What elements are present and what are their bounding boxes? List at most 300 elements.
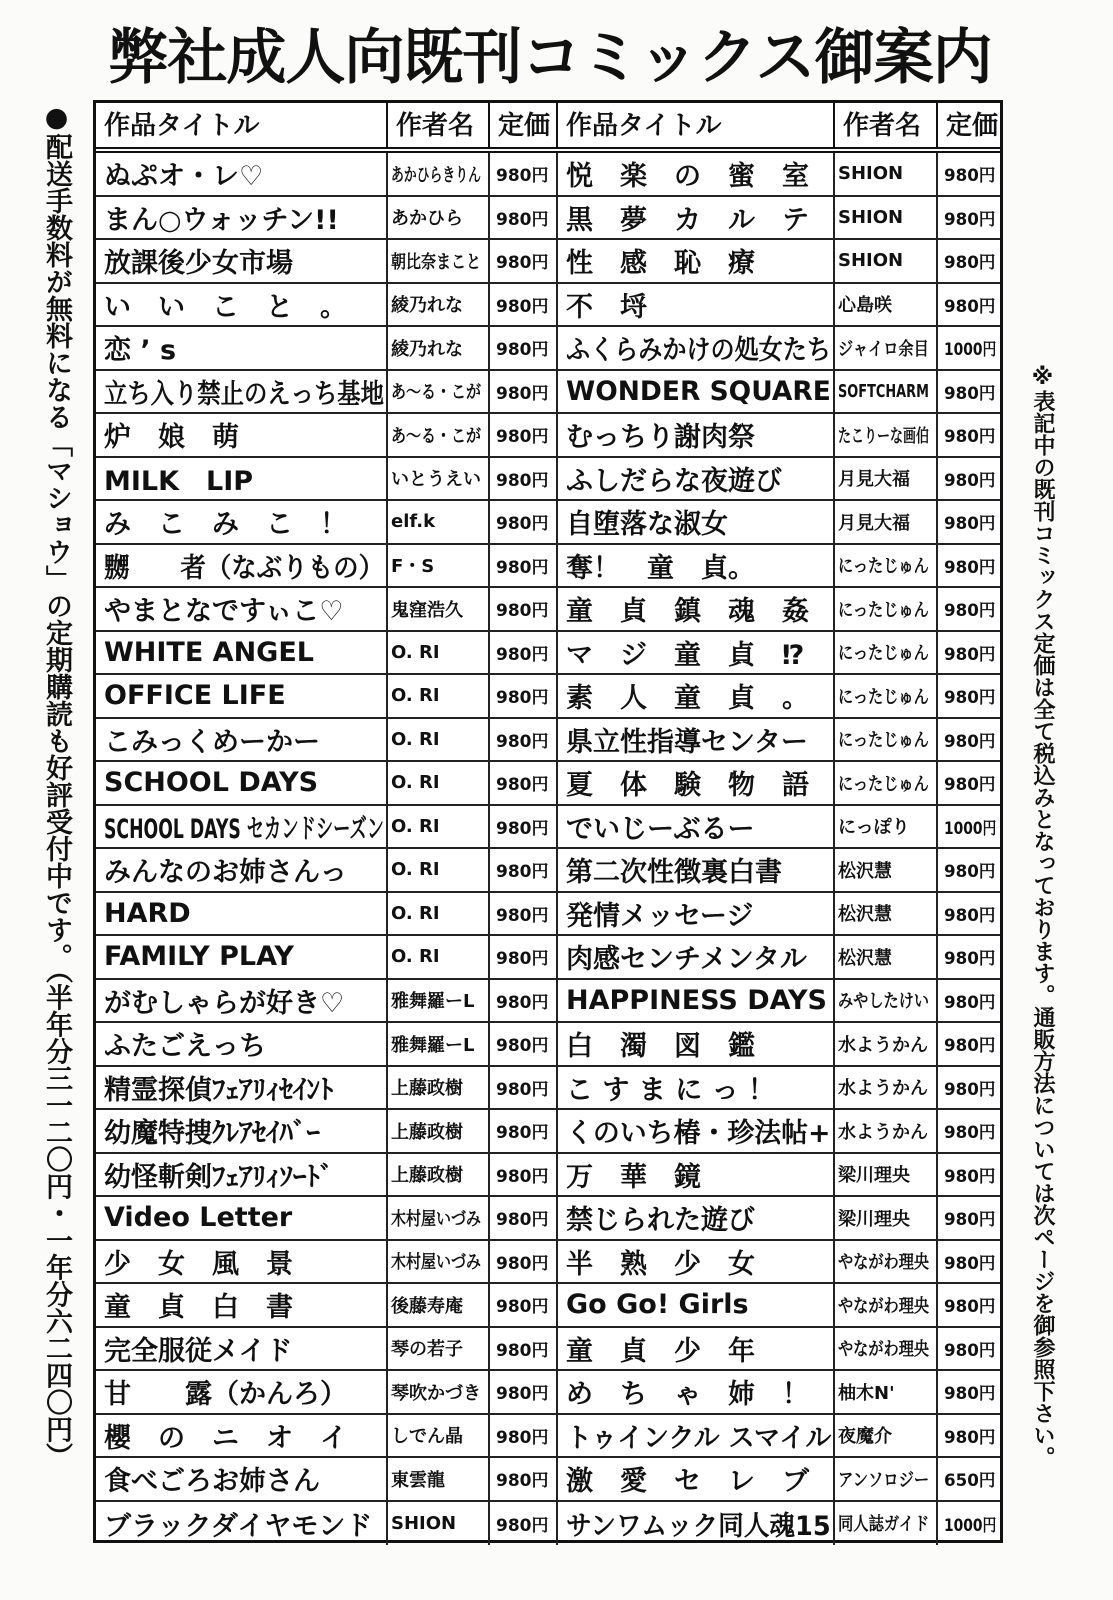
comic-price-cell — [938, 1241, 1000, 1283]
table-row — [96, 197, 1000, 241]
comic-price-cell — [938, 153, 1000, 195]
comic-price: 980円 — [944, 1253, 996, 1274]
comic-author: O. RI — [391, 641, 440, 663]
comic-author-cell — [835, 762, 938, 804]
comic-title: め ち ゃ 姉 ！ — [566, 1379, 809, 1411]
comic-price: 980円 — [496, 1515, 549, 1536]
comic-title: FAMILY PLAY — [104, 941, 294, 973]
comic-price-cell — [490, 1284, 558, 1326]
comic-author: やながわ理央 — [838, 1339, 930, 1361]
comic-title-cell — [558, 719, 835, 761]
comic-author: みやしたけい — [838, 991, 930, 1013]
comic-title-cell — [558, 936, 835, 978]
comic-author-cell — [835, 588, 938, 630]
comic-price-cell — [490, 153, 558, 195]
comic-price: 980円 — [944, 1427, 996, 1448]
table-row — [96, 1110, 1000, 1154]
comic-price-cell — [938, 1328, 1000, 1370]
table-row — [96, 1067, 1000, 1111]
comic-price: 980円 — [496, 862, 549, 883]
table-row — [96, 849, 1000, 893]
comic-title: マ ジ 童 貞 ⁉ — [566, 639, 805, 671]
page-title: 弊社成人向既刊コミックス御案内 — [108, 23, 992, 93]
comic-price-cell — [938, 1371, 1000, 1413]
comic-title-cell — [96, 1110, 388, 1152]
table-row — [96, 284, 1000, 328]
comic-price: 980円 — [496, 383, 549, 404]
comic-price-cell — [490, 675, 558, 717]
comic-title-cell — [96, 197, 388, 239]
comic-price-cell — [938, 632, 1000, 674]
comic-title-cell — [96, 1154, 388, 1196]
comic-price: 980円 — [944, 166, 996, 187]
comic-author: F・S — [391, 556, 435, 578]
comic-author-cell — [835, 1415, 938, 1457]
comic-author: 琴吹かづき — [391, 1382, 481, 1404]
comic-price: 980円 — [496, 1036, 549, 1057]
comic-title: 黒 夢 カ ル テ — [566, 204, 809, 236]
comic-author: たこりーな画伯 — [838, 425, 929, 447]
comic-title: 不 埒 — [566, 291, 647, 323]
comic-title: くのいち椿・珍法帖+ — [566, 1118, 831, 1150]
comic-author-cell — [388, 197, 490, 239]
comic-price: 980円 — [944, 1340, 996, 1361]
comic-title-cell — [96, 153, 388, 195]
comic-price-cell — [490, 588, 558, 630]
comic-author: 東雲龍 — [391, 1469, 445, 1491]
comic-title: 食べごろお姉さん — [104, 1466, 320, 1498]
comic-price-cell — [938, 1110, 1000, 1152]
comic-price-cell — [490, 1110, 558, 1152]
comic-title: 童 貞 鎮 魂 姦 — [566, 596, 809, 628]
comic-author: O. RI — [391, 815, 440, 837]
comic-author: あかひらきりん — [391, 164, 481, 186]
comic-price: 650円 — [944, 1471, 996, 1492]
comic-price-cell — [938, 458, 1000, 500]
table-row — [96, 719, 1000, 763]
table-row — [96, 153, 1000, 197]
comic-title: 悦 楽 の 蜜 室 — [566, 161, 809, 193]
comic-price-cell — [490, 1371, 558, 1413]
comic-title: 櫻 の ニ オ イ — [104, 1422, 347, 1454]
comic-price: 980円 — [496, 209, 549, 230]
comic-price: 980円 — [496, 775, 549, 796]
comic-author-cell — [835, 1371, 938, 1413]
comic-title-cell — [558, 1023, 835, 1065]
comic-title-cell — [96, 284, 388, 326]
comic-author-cell — [388, 849, 490, 891]
comic-price-cell — [490, 458, 558, 500]
comic-author-cell — [835, 1284, 938, 1326]
comic-price-cell — [938, 806, 1000, 848]
comic-title: SCHOOL DAYS — [104, 767, 319, 799]
comic-author: あ～る・こが — [391, 382, 481, 404]
comic-price: 980円 — [496, 340, 549, 361]
comic-author-cell — [388, 1023, 490, 1065]
comic-author-cell — [835, 806, 938, 848]
comic-title: い い こ と 。 — [104, 291, 347, 323]
comic-author-cell — [388, 545, 490, 587]
comic-author: 鬼窪浩久 — [391, 599, 463, 621]
comic-price: 980円 — [496, 731, 549, 752]
comic-price: 980円 — [944, 644, 996, 665]
comic-price-cell — [490, 980, 558, 1022]
comic-title: 発情メッセージ — [566, 900, 754, 932]
comic-price: 980円 — [944, 1297, 996, 1318]
comic-author: アンソロジー — [838, 1469, 930, 1491]
comic-price: 980円 — [496, 557, 549, 578]
comic-author-cell — [835, 849, 938, 891]
comic-author-cell — [835, 675, 938, 717]
comic-price: 980円 — [944, 557, 996, 578]
comic-author: 上藤政樹 — [391, 1165, 463, 1187]
comic-price-cell — [938, 545, 1000, 587]
comic-title-cell — [96, 719, 388, 761]
comic-author-cell — [835, 501, 938, 543]
comic-author: にったじゅん — [838, 643, 929, 665]
comic-author-cell — [388, 371, 490, 413]
comic-author-cell — [388, 980, 490, 1022]
comic-price: 980円 — [496, 427, 549, 448]
comic-price: 980円 — [944, 1210, 996, 1231]
comic-price: 980円 — [944, 1036, 996, 1057]
comic-price: 980円 — [944, 209, 996, 230]
comic-author: 梁川理央 — [838, 1208, 910, 1230]
comic-price-cell — [490, 719, 558, 761]
comic-price-cell — [938, 936, 1000, 978]
comic-price: 980円 — [944, 1384, 996, 1405]
comic-title-cell — [558, 458, 835, 500]
header-price-left: 定価 — [490, 103, 558, 147]
comic-author: 松沢慧 — [838, 860, 892, 882]
comic-title-cell — [96, 632, 388, 674]
comic-author: 月見大福 — [838, 512, 910, 534]
comic-price-cell — [490, 849, 558, 891]
comic-author: 月見大福 — [838, 469, 910, 491]
comic-author: あかひら — [391, 208, 463, 230]
comic-title-cell — [558, 1154, 835, 1196]
comic-price-cell — [938, 197, 1000, 239]
comic-price-cell — [490, 1197, 558, 1239]
comic-title: がむしゃらが好き♡ — [104, 987, 345, 1019]
comic-price-cell — [938, 501, 1000, 543]
comic-title: 性 感 恥 療 — [566, 248, 755, 280]
comic-title-cell — [96, 1458, 388, 1500]
comic-author: やながわ理央 — [838, 1295, 930, 1317]
comic-author: にったじゅん — [838, 773, 929, 795]
comic-author: 綾乃れな — [391, 295, 463, 317]
comic-price: 980円 — [496, 1210, 549, 1231]
comic-price-cell — [490, 240, 558, 282]
comic-title-cell — [558, 327, 835, 369]
comic-title: でいじーぶるー — [566, 813, 755, 845]
comic-price: 980円 — [496, 514, 549, 535]
comic-title: ふしだらな夜遊び — [566, 465, 782, 497]
comic-author: 綾乃れな — [391, 338, 463, 360]
comic-price-cell — [490, 936, 558, 978]
comic-author-cell — [835, 1154, 938, 1196]
comic-author: 夜魔介 — [838, 1426, 892, 1448]
comic-author: SHION — [838, 206, 904, 228]
table-row — [96, 1241, 1000, 1285]
comic-author-cell — [835, 980, 938, 1022]
comic-title-cell — [96, 458, 388, 500]
table-row — [96, 1371, 1000, 1415]
comic-title-cell — [96, 1415, 388, 1457]
comic-title-cell — [558, 675, 835, 717]
comic-title-cell — [96, 1023, 388, 1065]
comic-title-cell — [558, 632, 835, 674]
comic-title-cell — [96, 545, 388, 587]
table-header — [96, 103, 1000, 153]
comics-table — [93, 100, 1003, 1543]
comic-author-cell — [388, 936, 490, 978]
comic-title: み こ み こ ！ — [104, 509, 347, 541]
comic-author: SOFTCHARM — [838, 380, 929, 402]
comic-price-cell — [490, 545, 558, 587]
comic-title: 幼怪斬剣ﾌｪｱﾘｨｿｰﾄﾞ — [104, 1161, 334, 1193]
comic-title: 素 人 童 貞 。 — [566, 683, 809, 715]
comic-price: 980円 — [944, 296, 996, 317]
comic-price: 980円 — [944, 601, 996, 622]
comic-author: にったじゅん — [838, 599, 929, 621]
comic-title-cell — [96, 501, 388, 543]
comic-author: 柚木N' — [838, 1382, 895, 1404]
comic-title-cell — [558, 1328, 835, 1370]
table-row — [96, 545, 1000, 589]
comic-price: 980円 — [496, 688, 549, 709]
comic-price-cell — [490, 1415, 558, 1457]
comic-price: 980円 — [496, 1384, 549, 1405]
comic-title: ぬぷオ・レ♡ — [104, 161, 264, 193]
comic-price: 980円 — [496, 253, 549, 274]
comic-author: 上藤政樹 — [391, 1078, 463, 1100]
comic-author-cell — [835, 1241, 938, 1283]
table-row — [96, 1415, 1000, 1459]
comic-author: にったじゅん — [838, 686, 929, 708]
comic-price: 980円 — [944, 253, 996, 274]
comic-author-cell — [388, 1415, 490, 1457]
comic-price-cell — [938, 1154, 1000, 1196]
comic-author-cell — [835, 719, 938, 761]
comic-price: 980円 — [944, 949, 996, 970]
comic-author-cell — [835, 458, 938, 500]
comic-title-cell — [558, 197, 835, 239]
comic-price: 980円 — [496, 1123, 549, 1144]
comic-title-cell — [558, 284, 835, 326]
comic-author-cell — [388, 893, 490, 935]
comic-price: 980円 — [496, 1427, 549, 1448]
comic-title-cell — [558, 1067, 835, 1109]
table-row — [96, 675, 1000, 719]
comic-title-cell — [96, 414, 388, 456]
comic-author: にったじゅん — [838, 556, 929, 578]
comic-author-cell — [388, 675, 490, 717]
comic-author: 梁川理央 — [838, 1165, 910, 1187]
comic-title-cell — [558, 762, 835, 804]
comic-author: O. RI — [391, 685, 440, 707]
comic-author-cell — [388, 327, 490, 369]
comic-title-cell — [96, 1284, 388, 1326]
comic-price: 980円 — [944, 688, 996, 709]
comic-price-cell — [938, 1502, 1000, 1546]
comic-title-cell — [558, 1458, 835, 1500]
comic-price: 980円 — [944, 992, 996, 1013]
table-row — [96, 588, 1000, 632]
comic-price-cell — [938, 1458, 1000, 1500]
comic-author: 水ようかん — [838, 1078, 928, 1100]
comic-author-cell — [388, 153, 490, 195]
comic-price-cell — [938, 414, 1000, 456]
comic-author-cell — [388, 240, 490, 282]
comic-author-cell — [835, 240, 938, 282]
comic-price: 1000円 — [944, 818, 997, 839]
comic-author: 木村屋いづみ — [391, 1208, 481, 1230]
comic-title: 奪！ 童 貞。 — [566, 552, 755, 584]
comic-title: 嬲 者（なぶりもの） — [104, 552, 385, 584]
comic-author: SHION — [391, 1512, 457, 1534]
comic-price-cell — [490, 806, 558, 848]
comic-title: HAPPINESS DAYS — [566, 984, 827, 1016]
comic-title-cell — [96, 675, 388, 717]
comic-title-cell — [96, 371, 388, 413]
comic-title-cell — [96, 1067, 388, 1109]
comic-author: 松沢慧 — [838, 904, 892, 926]
comic-price: 980円 — [944, 731, 996, 752]
subscription-note: ●配送手数料が無料になる「マショウ」の定期購読も好評受付中です。（半年分三一二〇円・一年分六二四〇円） — [41, 102, 72, 1470]
comic-title: 白 濁 図 鑑 — [566, 1031, 755, 1063]
comic-title-cell — [558, 153, 835, 195]
comic-price: 980円 — [944, 905, 996, 926]
comic-title: 県立性指導センター — [566, 726, 808, 758]
header-author-left: 作者名 — [388, 103, 490, 147]
comic-author-cell — [835, 1197, 938, 1239]
comic-title: OFFICE LIFE — [104, 680, 286, 712]
comic-author: 琴の若子 — [391, 1339, 463, 1361]
comic-author: O. RI — [391, 859, 440, 881]
table-row — [96, 1328, 1000, 1372]
comic-price-cell — [938, 240, 1000, 282]
comic-title: 放課後少女市場 — [104, 248, 293, 280]
comic-author-cell — [388, 1328, 490, 1370]
comic-title: 恋 ’ s — [104, 335, 177, 367]
comic-title: 半 熟 少 女 — [566, 1248, 755, 1280]
comic-author-cell — [388, 458, 490, 500]
comic-title: トゥインクル スマイル — [566, 1422, 832, 1454]
comic-author-cell — [388, 1502, 490, 1546]
comic-title-cell — [96, 980, 388, 1022]
comic-title: 万 華 鏡 — [566, 1161, 701, 1193]
comic-author-cell — [388, 719, 490, 761]
comic-price-cell — [938, 1067, 1000, 1109]
comic-title-cell — [558, 893, 835, 935]
comic-author-cell — [835, 371, 938, 413]
comic-author-cell — [388, 1371, 490, 1413]
comic-title-cell — [96, 1328, 388, 1370]
comic-price-cell — [938, 1197, 1000, 1239]
comic-title-cell — [96, 849, 388, 891]
comic-price-cell — [490, 1458, 558, 1500]
comic-price: 980円 — [496, 296, 549, 317]
table-row — [96, 1284, 1000, 1328]
comic-price-cell — [938, 1284, 1000, 1326]
comic-author-cell — [388, 414, 490, 456]
table-row — [96, 1154, 1000, 1198]
comic-title: 禁じられた遊び — [566, 1205, 755, 1237]
comic-author-cell — [835, 1067, 938, 1109]
comic-author-cell — [388, 1241, 490, 1283]
comic-price-cell — [490, 1328, 558, 1370]
comic-author: 木村屋いづみ — [391, 1252, 481, 1274]
comic-price-cell — [938, 284, 1000, 326]
comic-price: 980円 — [496, 1340, 549, 1361]
comic-title: 少 女 風 景 — [104, 1248, 293, 1280]
comic-title-cell — [558, 588, 835, 630]
table-row — [96, 1197, 1000, 1241]
table-row — [96, 501, 1000, 545]
header-title-left: 作品タイトル — [96, 103, 388, 147]
comic-title-cell — [96, 806, 388, 848]
comic-price-cell — [490, 1241, 558, 1283]
comic-author-cell — [388, 1197, 490, 1239]
table-row — [96, 980, 1000, 1024]
comic-title-cell — [558, 240, 835, 282]
comic-price: 980円 — [496, 470, 549, 491]
comic-author: 朝比奈まこと — [391, 251, 481, 273]
comic-title: MILK LIP — [104, 465, 254, 497]
comic-price: 980円 — [496, 644, 549, 665]
comic-title-cell — [96, 936, 388, 978]
comic-title: むっちり謝肉祭 — [566, 422, 755, 454]
comic-price: 980円 — [496, 1166, 549, 1187]
comic-title-cell — [558, 371, 835, 413]
comic-price-cell — [490, 762, 558, 804]
comic-price: 980円 — [944, 1079, 996, 1100]
comic-author: 水ようかん — [838, 1034, 928, 1056]
comic-price: 980円 — [944, 514, 996, 535]
comic-author-cell — [388, 1284, 490, 1326]
comic-price: 980円 — [496, 949, 549, 970]
comic-title-cell — [558, 1371, 835, 1413]
comic-price: 980円 — [496, 1471, 549, 1492]
comic-price: 1000円 — [944, 340, 997, 361]
price-note: ※表記中の既刊コミックス定価は全て税込みとなっております。通販方法については次ページを御参照下さい。 — [1030, 365, 1055, 1468]
comic-author-cell — [835, 284, 938, 326]
comic-author-cell — [835, 327, 938, 369]
comic-title: ふたごえっち — [104, 1031, 266, 1063]
comic-price-cell — [490, 284, 558, 326]
comic-price: 980円 — [944, 1123, 996, 1144]
comic-author-cell — [388, 588, 490, 630]
comic-author: 心島咲 — [838, 295, 892, 317]
comic-author-cell — [388, 1458, 490, 1500]
comic-title-cell — [558, 414, 835, 456]
comic-title: 炉 娘 萌 — [104, 422, 239, 454]
comic-title: Go Go! Girls — [566, 1289, 749, 1321]
comic-author-cell — [835, 1458, 938, 1500]
comic-title-cell — [558, 980, 835, 1022]
comic-title-cell — [558, 501, 835, 543]
comic-price-cell — [938, 371, 1000, 413]
comic-title-cell — [96, 588, 388, 630]
comic-price-cell — [938, 980, 1000, 1022]
comic-author: しでん晶 — [391, 1426, 463, 1448]
comic-author-cell — [388, 1110, 490, 1152]
comic-title-cell — [558, 1110, 835, 1152]
comic-title-cell — [558, 1241, 835, 1283]
comic-author: いとうえい — [391, 469, 481, 491]
comic-title: ブラックダイヤモンド — [104, 1510, 373, 1542]
